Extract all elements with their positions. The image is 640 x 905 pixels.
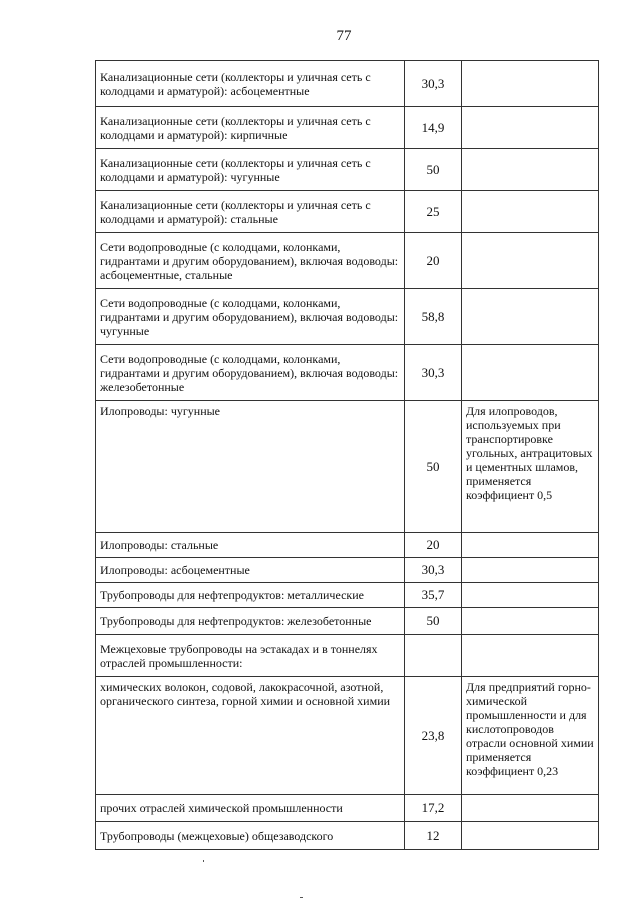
row-value: 50 xyxy=(405,149,462,191)
row-name: Трубопроводы для нефтепродуктов: металлические xyxy=(96,583,405,608)
row-value: 14,9 xyxy=(405,107,462,149)
row-name: Сети водопроводные (с колодцами, колонками, гидрантами и другим оборудованием), включая водоводы: железобетонные xyxy=(96,345,405,401)
row-name: Илопроводы: асбоцементные xyxy=(96,558,405,583)
row-note xyxy=(462,795,599,822)
row-name: Канализационные сети (коллекторы и уличная сеть с колодцами и арматурой): чугунные xyxy=(96,149,405,191)
table-row xyxy=(96,191,599,233)
row-name: Межцеховые трубопроводы на эстакадах и в тоннелях отраслей промышленности: xyxy=(96,635,405,677)
row-note: Для предприятий горно-химической промышленности и для кислотопроводов отрасли основной химии применяется коэффициент 0,23 xyxy=(462,677,599,795)
row-note xyxy=(462,61,599,107)
table-row xyxy=(96,795,599,822)
row-note xyxy=(462,583,599,608)
row-note xyxy=(462,533,599,558)
row-name: Трубопроводы для нефтепродуктов: железобетонные xyxy=(96,608,405,635)
row-note xyxy=(462,822,599,850)
row-name: прочих отраслей химической промышленности xyxy=(96,795,405,822)
row-name: Канализационные сети (коллекторы и уличная сеть с колодцами и арматурой): асбоцементные xyxy=(96,61,405,107)
page-number: 77 xyxy=(336,28,352,44)
row-value: 12 xyxy=(405,822,462,850)
row-value: 50 xyxy=(405,608,462,635)
table-row xyxy=(96,677,599,795)
table-row xyxy=(96,61,599,107)
table-row xyxy=(96,149,599,191)
row-value xyxy=(405,635,462,677)
row-note xyxy=(462,191,599,233)
row-note xyxy=(462,149,599,191)
table-row xyxy=(96,345,599,401)
row-note xyxy=(462,233,599,289)
row-note xyxy=(462,608,599,635)
row-value: 58,8 xyxy=(405,289,462,345)
row-name: Канализационные сети (коллекторы и уличная сеть с колодцами и арматурой): кирпичные xyxy=(96,107,405,149)
row-value: 30,3 xyxy=(405,558,462,583)
row-value: 17,2 xyxy=(405,795,462,822)
row-value: 23,8 xyxy=(405,677,462,795)
table-row xyxy=(96,233,599,289)
row-value: 30,3 xyxy=(405,61,462,107)
row-value: 25 xyxy=(405,191,462,233)
row-name: Канализационные сети (коллекторы и уличная сеть с колодцами и арматурой): стальные xyxy=(96,191,405,233)
table-row xyxy=(96,608,599,635)
row-name: Сети водопроводные (с колодцами, колонками, гидрантами и другим оборудованием), включая водоводы: чугунные xyxy=(96,289,405,345)
row-note: Для илопроводов, используемых при транспортировке угольных, антрацитовых и цементных шламов, применяется коэффициент 0,5 xyxy=(462,401,599,533)
row-note xyxy=(462,107,599,149)
row-value: 30,3 xyxy=(405,345,462,401)
depreciation-norms-table xyxy=(95,60,599,850)
row-value: 20 xyxy=(405,233,462,289)
row-note xyxy=(462,345,599,401)
row-note xyxy=(462,289,599,345)
row-name: Илопроводы: стальные xyxy=(96,533,405,558)
row-note xyxy=(462,635,599,677)
row-note xyxy=(462,558,599,583)
scan-mark xyxy=(300,897,303,898)
table-row xyxy=(96,822,599,850)
table-row xyxy=(96,635,599,677)
table-row xyxy=(96,533,599,558)
table-row xyxy=(96,583,599,608)
row-value: 20 xyxy=(405,533,462,558)
row-value: 35,7 xyxy=(405,583,462,608)
row-value: 50 xyxy=(405,401,462,533)
row-name: Сети водопроводные (с колодцами, колонками, гидрантами и другим оборудованием), включая водоводы: асбоцементные, стальные xyxy=(96,233,405,289)
row-name: Илопроводы: чугунные xyxy=(96,401,405,533)
table-row xyxy=(96,107,599,149)
row-name: Трубопроводы (межцеховые) общезаводского xyxy=(96,822,405,850)
table-row xyxy=(96,558,599,583)
scan-mark xyxy=(203,860,204,862)
table-row xyxy=(96,289,599,345)
table-row xyxy=(96,401,599,533)
row-name: химических волокон, содовой, лакокрасочной, азотной, органического синтеза, горной химии и основной химии xyxy=(96,677,405,795)
